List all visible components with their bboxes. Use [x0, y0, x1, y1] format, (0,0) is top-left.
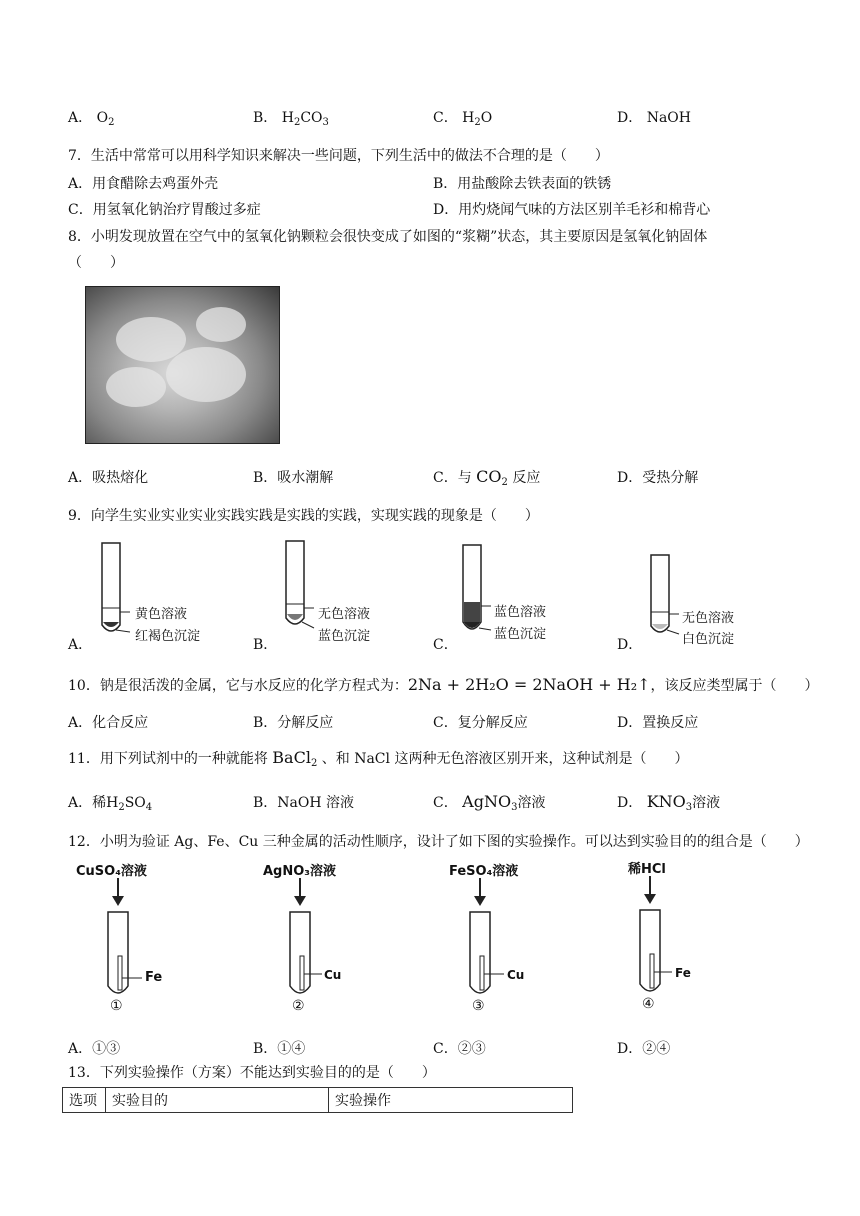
- q7-option-b: B．用盐酸除去铁表面的铁锈: [433, 176, 612, 192]
- q11-option-d: D． $KNO_3$溶液: [617, 792, 721, 813]
- q9-option-a: A．: [68, 637, 93, 653]
- q7-option-a: A．用食醋除去鸡蛋外壳: [68, 176, 219, 192]
- q13-table: [62, 1087, 573, 1113]
- q12-reagent-4: 稀HCl: [628, 862, 666, 877]
- q12-metal-3: Cu: [507, 968, 525, 982]
- table-header-option: 选项: [63, 1088, 106, 1113]
- q9-c-top-label: 蓝色溶液: [494, 605, 547, 620]
- q10-stem: 10．钠是很活泼的金属，它与水反应的化学方程式为：2Na + 2H₂O = 2NaOH + H₂↑，该反应类型属于（ ）: [68, 675, 819, 694]
- q6-option-c: C． $H_2O$: [433, 110, 493, 128]
- table-header-operation: 实验操作: [329, 1088, 573, 1113]
- table-header-row: [63, 1088, 573, 1113]
- q6-option-b: B． $H_2CO_3$: [253, 110, 329, 128]
- q11-option-b: B．NaOH 溶液: [253, 795, 355, 811]
- q12-option-d: D．②④: [617, 1041, 671, 1057]
- q9-b-bottom-label: 蓝色沉淀: [318, 629, 371, 644]
- q12-stem: 12．小明为验证 Ag、Fe、Cu 三种金属的活动性顺序，设计了如下图的实验操作。可以达到实验目的的组合是（ ）: [68, 834, 809, 850]
- q11-option-a: A．稀$H_2SO_4$: [68, 795, 153, 813]
- q10-option-d: D．置换反应: [617, 715, 699, 731]
- q12-tube-2: [282, 878, 362, 1018]
- q11-option-c: C． AgNO$_3$溶液: [433, 792, 546, 813]
- q12-metal-2: Cu: [324, 968, 342, 982]
- q8-option-c: C．与 $CO_2$ 反应: [433, 467, 541, 488]
- q9-c-bottom-label: 蓝色沉淀: [494, 627, 547, 642]
- q9-option-d: D．: [617, 637, 643, 653]
- q12-tube-4: [632, 876, 712, 1016]
- q10-option-c: C．复分解反应: [433, 715, 528, 731]
- q9-a-bottom-label: 红褐色沉淀: [135, 629, 201, 644]
- q9-option-c: C．: [433, 637, 458, 653]
- q12-reagent-1: CuSO₄溶液: [76, 864, 147, 879]
- q11-stem: 11．用下列试剂中的一种就能将 BaCl$_2$ 、和 NaCl 这两种无色溶液区别开来，这种试剂是（ ）: [68, 748, 689, 769]
- q12-metal-4: Fe: [675, 966, 691, 980]
- q13-stem: 13．下列实验操作（方案）不能达到实验目的的是（ ）: [68, 1065, 436, 1081]
- table-header-purpose: 实验目的: [106, 1088, 329, 1113]
- q8-option-b: B．吸水潮解: [253, 470, 334, 486]
- q9-d-top-label: 无色溶液: [682, 611, 735, 626]
- q7-stem: 7．生活中常常可以用科学知识来解决一些问题，下列生活中的做法不合理的是（ ）: [68, 148, 609, 164]
- q8-stem-line1: 8．小明发现放置在空气中的氢氧化钠颗粒会很快变成了如图的“浆糊”状态，其主要原因是氢氧化钠固体: [68, 229, 708, 245]
- q8-option-d: D．受热分解: [617, 470, 699, 486]
- q8-option-a: A．吸热熔化: [68, 470, 149, 486]
- q12-tube-3: [462, 878, 542, 1018]
- q9-b-top-label: 无色溶液: [318, 607, 371, 622]
- q12-reagent-3: FeSO₄溶液: [449, 864, 519, 879]
- q12-reagent-2: AgNO₃溶液: [263, 864, 336, 879]
- q8-stem-line2: （ ）: [68, 255, 124, 271]
- q12-option-c: C．②③: [433, 1041, 486, 1057]
- q9-d-bottom-label: 白色沉淀: [682, 632, 735, 647]
- q12-num-4: ④: [642, 996, 655, 1012]
- q12-num-2: ②: [292, 998, 305, 1014]
- q9-option-b: B．: [253, 637, 278, 653]
- q12-metal-1: Fe: [145, 970, 163, 985]
- q12-option-b: B．①④: [253, 1041, 306, 1057]
- q12-num-3: ③: [472, 998, 485, 1014]
- naoh-paste-photo: [85, 286, 280, 444]
- q12-option-a: A．①③: [68, 1041, 121, 1057]
- q10-equation: 2Na + 2H₂O = 2NaOH + H₂↑: [407, 675, 651, 694]
- q10-option-b: B．分解反应: [253, 715, 334, 731]
- q12-num-1: ①: [110, 998, 123, 1014]
- q6-option-a: A． $O_2$: [68, 110, 115, 128]
- q12-tube-1: [100, 878, 180, 1018]
- q9-a-top-label: 黄色溶液: [135, 607, 188, 622]
- q10-option-a: A．化合反应: [68, 715, 149, 731]
- q7-option-c: C．用氢氧化钠治疗胃酸过多症: [68, 202, 261, 218]
- q6-option-d: D． NaOH: [617, 110, 691, 126]
- q9-stem: 9．向学生实业实业实业实践实践是实践的实践，实现实践的现象是（ ）: [68, 508, 539, 524]
- q7-option-d: D．用灼烧闻气味的方法区别羊毛衫和棉背心: [433, 202, 711, 218]
